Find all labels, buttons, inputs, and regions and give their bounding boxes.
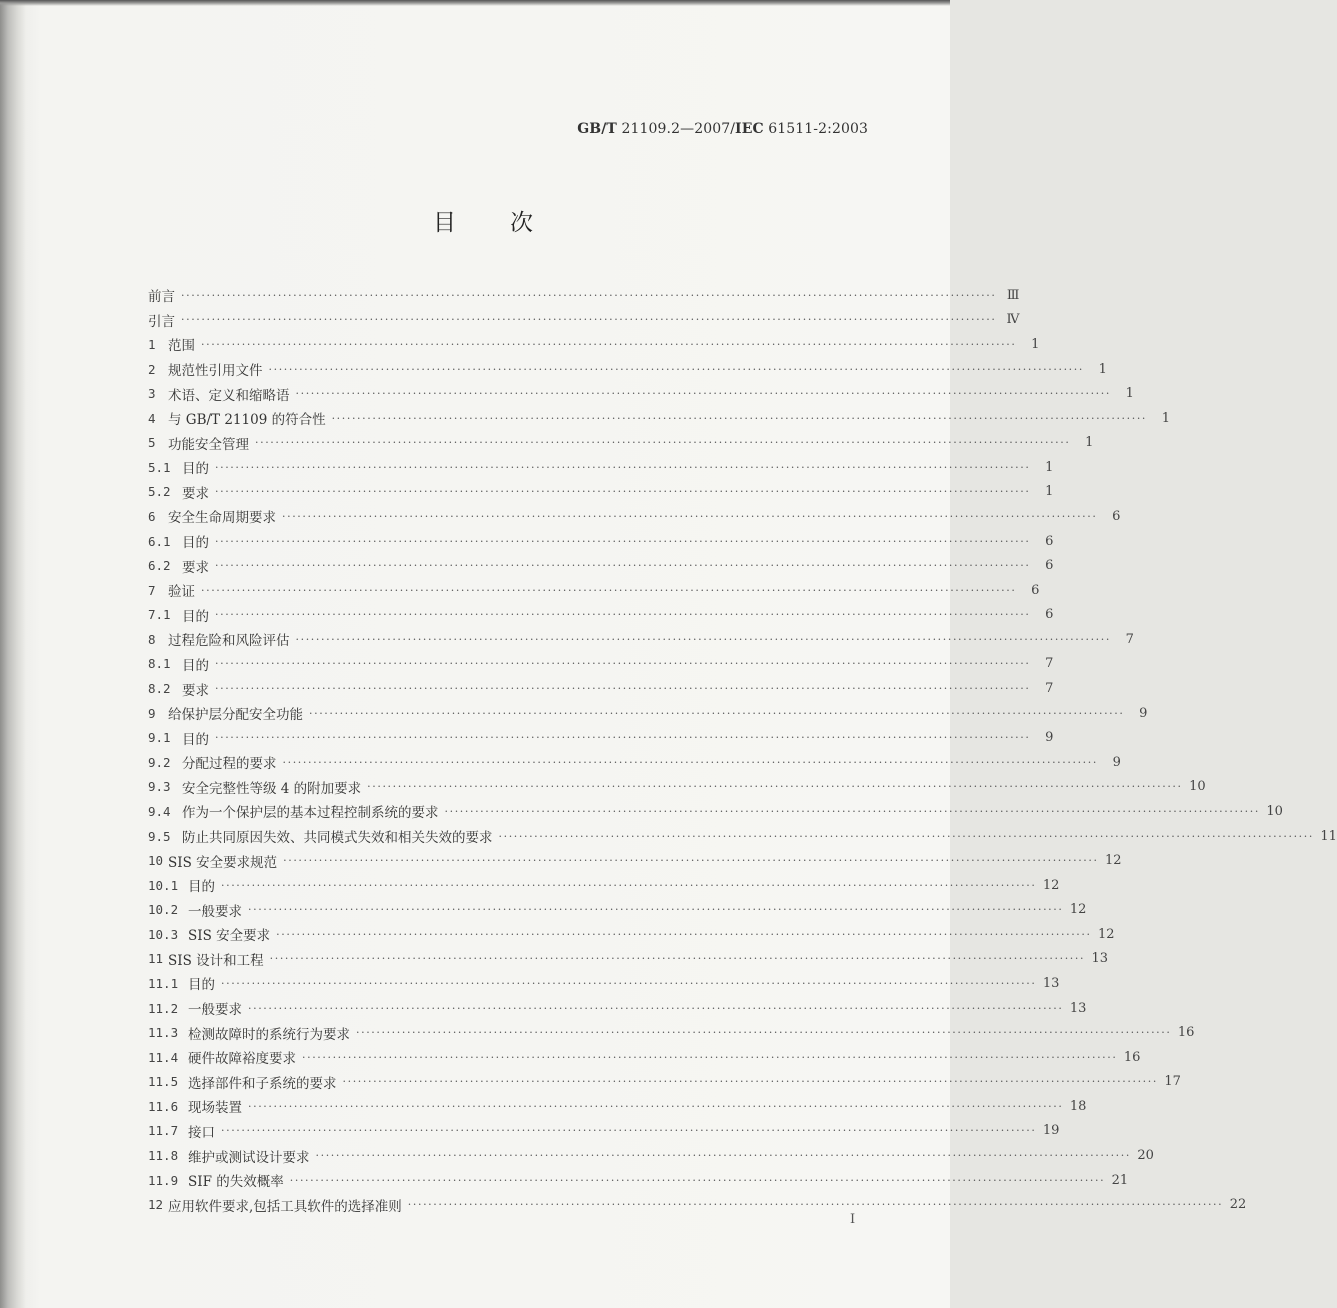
toc-leader-dots: ································································································································································ [309,706,1125,720]
toc-leader-dots: ································································································································································ [215,559,1031,573]
toc-leader-dots: ································································································································································ [215,682,1031,696]
toc-entry-title: 验证 [168,584,195,601]
toc-entry-title: 安全生命周期要求 [168,510,276,527]
toc-entry [148,922,1115,947]
toc-entry-number: 1 [148,336,156,352]
toc-entry-number: 9 [148,705,156,721]
toc-entry-page: Ⅲ [1006,287,1020,303]
toc-entry-page: 1 [1031,336,1040,352]
toc-leader-dots: ································································································································································ [269,952,1086,966]
toc-entry-number: 3 [148,386,156,402]
toc-leader-dots: ································································································································································ [342,1075,1158,1089]
toc-leader-dots: ································································································································································ [302,1050,1118,1064]
toc-entry-page: 19 [1042,1123,1060,1139]
toc-entry [148,308,1020,333]
toc-entry [148,430,1094,455]
toc-entry [148,480,1054,505]
toc-entry-title: 范围 [168,338,195,355]
toc-entry-title: 安全完整性等级 4 的附加要求 [182,780,362,797]
toc-leader-dots: ································································································································································ [248,1001,1064,1015]
toc-entry-number: 7 [148,582,156,598]
toc-entry-title: 分配过程的要求 [182,756,277,773]
toc-leader-dots: ································································································································································ [201,583,1017,597]
toc-entry-page: 11 [1320,828,1337,844]
toc-leader-dots: ································································································································································ [181,313,997,327]
toc-entry-number: 2 [148,361,156,377]
toc-entry-page: 1 [1085,435,1094,451]
toc-entry-title: SIS 安全要求 [188,928,271,945]
toc-entry-title: 硬件故障裕度要求 [188,1051,296,1068]
toc-entry-number: 8 [148,631,156,647]
toc-entry-page: 21 [1111,1172,1129,1188]
toc-leader-dots: ································································································································································ [444,804,1260,818]
toc-leader-dots: ································································································································································ [255,436,1071,450]
toc-entry-title: 要求 [182,559,209,576]
toc-entry-title: 作为一个保护层的基本过程控制系统的要求 [182,805,439,822]
toc-entry-title: SIS 安全要求规范 [168,854,278,871]
toc-leader-dots: ································································································································································ [215,534,1031,548]
toc-entry [148,627,1134,652]
toc-leader-dots: ································································································································································ [215,485,1031,499]
toc-entry-page: 17 [1164,1074,1181,1090]
toc-leader-dots: ································································································································································ [201,337,1017,351]
toc-entry-title: 要求 [182,682,209,699]
toc-entry [148,406,1171,431]
toc-entry [148,897,1087,922]
toc-entry-number: 5 [148,435,156,451]
toc-entry [148,283,1020,308]
toc-entry-number: 5.2 [148,484,171,500]
toc-entry-title: 防止共同原因失效、共同模式失效和相关失效的要求 [182,830,493,846]
toc-entry-number: 9.1 [148,730,171,746]
toc-entry [148,725,1054,750]
toc-entry-page: 12 [1098,926,1115,942]
toc-entry-title: 引言 [148,313,175,330]
toc-leader-dots: ································································································································································ [295,632,1111,646]
toc-entry-title: 目的 [182,535,209,552]
toc-entry-title: SIS 设计和工程 [168,952,264,969]
toc-entry-title: 一般要求 [188,1002,242,1019]
toc-entry-title: 过程危险和风险评估 [168,633,290,650]
toc-entry-number: 11.7 [148,1123,179,1139]
toc-entry-number: 11.9 [148,1172,179,1188]
toc-entry [148,578,1040,603]
toc-entry-page: 13 [1042,975,1060,991]
toc-entry [148,455,1054,480]
toc-entry-number: 9.4 [148,803,171,819]
toc-entry-page: 6 [1045,607,1054,623]
toc-entry-title: 目的 [182,608,209,625]
toc-leader-dots: ································································································································································ [181,288,997,302]
toc-entry [148,1168,1129,1193]
toc-entry-page: 12 [1105,853,1122,869]
toc-entry-title: 应用软件要求,包括工具软件的选择准则 [168,1198,402,1215]
toc-entry-number: 10.1 [148,877,179,893]
toc-entry-number: 11.2 [148,1000,179,1016]
toc-entry [148,848,1122,873]
toc-entry-title: 术语、定义和缩略语 [168,387,290,404]
toc-leader-dots: ································································································································································ [268,362,1084,376]
toc-entry-number: 7.1 [148,607,171,623]
toc-entry [148,381,1134,406]
toc-entry-page: 1 [1125,386,1134,402]
toc-entry [148,529,1054,554]
toc-entry-number: 11.4 [148,1049,179,1065]
toc-leader-dots: ································································································································································ [315,1149,1131,1163]
toc-entry [148,947,1109,972]
toc-entry-title: 一般要求 [188,903,242,920]
toc-entry-number: 6.1 [148,533,171,549]
toc-leader-dots: ································································································································································ [282,755,1098,769]
toc-entry-title: 目的 [182,657,209,674]
toc-leader-dots: ································································································································································ [215,460,1031,474]
toc-entry-number: 6.2 [148,558,171,574]
toc-entry-page: 12 [1069,902,1087,918]
toc-entry [148,603,1054,628]
toc-entry [148,799,1283,824]
toc-entry-page: 1 [1045,484,1054,500]
toc-entry [148,873,1060,898]
toc-entry-page: 13 [1091,951,1109,967]
toc-entry-number: 11.8 [148,1148,179,1164]
toc-leader-dots: ································································································································································ [407,1198,1224,1212]
standard-number: GB/T 21109.2—2007/IEC 61511-2:2003 [577,121,868,137]
toc-leader-dots: ································································································································································ [221,878,1037,892]
toc-entry-number: 8.1 [148,656,171,672]
toc-entry-page: 16 [1177,1025,1195,1041]
toc-entry-number: 10 [148,853,164,869]
toc-entry-title: 要求 [182,485,209,502]
toc-entry-page: 7 [1125,631,1134,647]
toc-entry-number: 4 [148,410,156,426]
toc-entry-number: 6 [148,508,156,524]
toc-leader-dots: ································································································································································ [248,903,1064,917]
toc-entry [148,1119,1060,1144]
toc-entry [148,332,1040,357]
toc-entry-number: 11.5 [148,1074,179,1090]
toc-entry-page: 10 [1266,803,1283,819]
toc-entry-page: 6 [1112,508,1121,524]
toc-entry-number: 11 [148,951,164,967]
toc-entry-number: 5.1 [148,459,171,475]
toc-entry-page: 10 [1189,779,1206,795]
toc-leader-dots: ································································································································································ [356,1026,1172,1040]
toc-entry-page: 12 [1042,877,1060,893]
toc-entry [148,1020,1195,1045]
toc-entry-page: 9 [1139,705,1148,721]
toc-leader-dots: ································································································································································ [289,1173,1106,1187]
toc-entry-number: 9.2 [148,754,171,770]
toc-entry-title: 接口 [188,1124,215,1141]
toc-entry-number: 8.2 [148,681,171,697]
toc-entry [148,775,1206,800]
toc-entry-title: 维护或测试设计要求 [188,1149,310,1166]
toc-leader-dots: ································································································································································ [221,1124,1037,1138]
toc-entry-number: 9.5 [148,828,171,844]
toc-leader-dots: ································································································································································ [215,657,1031,671]
toc-entry [148,652,1054,677]
toc-leader-dots: ································································································································································ [221,976,1037,990]
toc-entry-page: Ⅳ [1006,312,1020,328]
toc-entry-title: 目的 [182,731,209,748]
toc-entry-number: 11.6 [148,1098,179,1114]
toc-entry [148,701,1148,726]
toc-entry-page: 20 [1137,1148,1154,1164]
toc-leader-dots: ································································································································································ [248,1099,1064,1113]
toc-entry [148,357,1107,382]
toc-entry [148,824,1337,849]
toc-entry-page: 22 [1229,1197,1247,1213]
toc-entry-page: 9 [1045,730,1054,746]
toc-entry [148,1045,1141,1070]
toc-entry [148,553,1054,578]
toc-entry [148,1192,1247,1217]
toc-entry [148,750,1121,775]
toc-entry [148,504,1121,529]
toc-entry-title: 功能安全管理 [168,436,249,453]
toc-entry-number: 10.2 [148,902,179,918]
toc-entry-title: 规范性引用文件 [168,363,263,380]
toc-leader-dots: ································································································································································ [367,780,1183,794]
toc-entry-title: SIF 的失效概率 [188,1174,284,1191]
page-folio: Ⅰ [850,1212,856,1227]
toc-entry-number: 9.3 [148,779,171,795]
toc-entry [148,1070,1181,1095]
toc-entry-title: 目的 [188,977,215,994]
toc-entry-page: 1 [1045,459,1054,475]
toc-entry-title: 与 GB/T 21109 的符合性 [168,412,326,429]
scan-top-edge [0,0,950,6]
toc-entry-page: 13 [1069,1000,1087,1016]
toc-entry-title: 现场装置 [188,1100,242,1117]
toc-entry-title: 检测故障时的系统行为要求 [188,1026,350,1043]
toc-leader-dots: ································································································································································ [215,731,1031,745]
toc-entry-number: 10.3 [148,926,179,942]
toc-leader-dots: ································································································································································ [331,411,1148,425]
toc-entry-number: 11.3 [148,1025,179,1041]
page-title: 目次 [433,210,587,236]
table-of-contents [148,283,1337,1217]
toc-entry [148,971,1060,996]
toc-leader-dots: ································································································································································ [276,927,1092,941]
toc-entry-page: 18 [1069,1098,1087,1114]
toc-entry [148,996,1087,1021]
toc-entry-title: 给保护层分配安全功能 [168,707,303,724]
toc-leader-dots: ································································································································································ [282,509,1098,523]
toc-entry-title: 前言 [148,289,175,306]
toc-entry-title: 目的 [188,879,215,896]
toc-leader-dots: ································································································································································ [295,387,1111,401]
toc-leader-dots: ································································································································································ [215,608,1031,622]
toc-entry-page: 7 [1045,656,1054,672]
toc-entry-title: 目的 [182,461,209,478]
toc-entry-page: 6 [1045,558,1054,574]
toc-entry [148,1094,1087,1119]
toc-entry-page: 1 [1161,410,1171,426]
toc-entry-page: 6 [1031,582,1040,598]
toc-entry-page: 1 [1098,361,1107,377]
toc-leader-dots: ································································································································································ [498,829,1314,843]
toc-entry-page: 16 [1123,1049,1141,1065]
toc-entry-page: 7 [1045,681,1054,697]
book-spine-shadow [0,0,26,1308]
toc-entry-title: 选择部件和子系统的要求 [188,1075,337,1092]
toc-entry-page: 9 [1112,754,1121,770]
toc-entry [148,676,1054,701]
toc-entry-number: 12 [148,1197,164,1213]
toc-entry-number: 11.1 [148,975,179,991]
toc-entry [148,1143,1154,1168]
toc-entry-page: 6 [1045,533,1054,549]
toc-leader-dots: ································································································································································ [283,854,1099,868]
